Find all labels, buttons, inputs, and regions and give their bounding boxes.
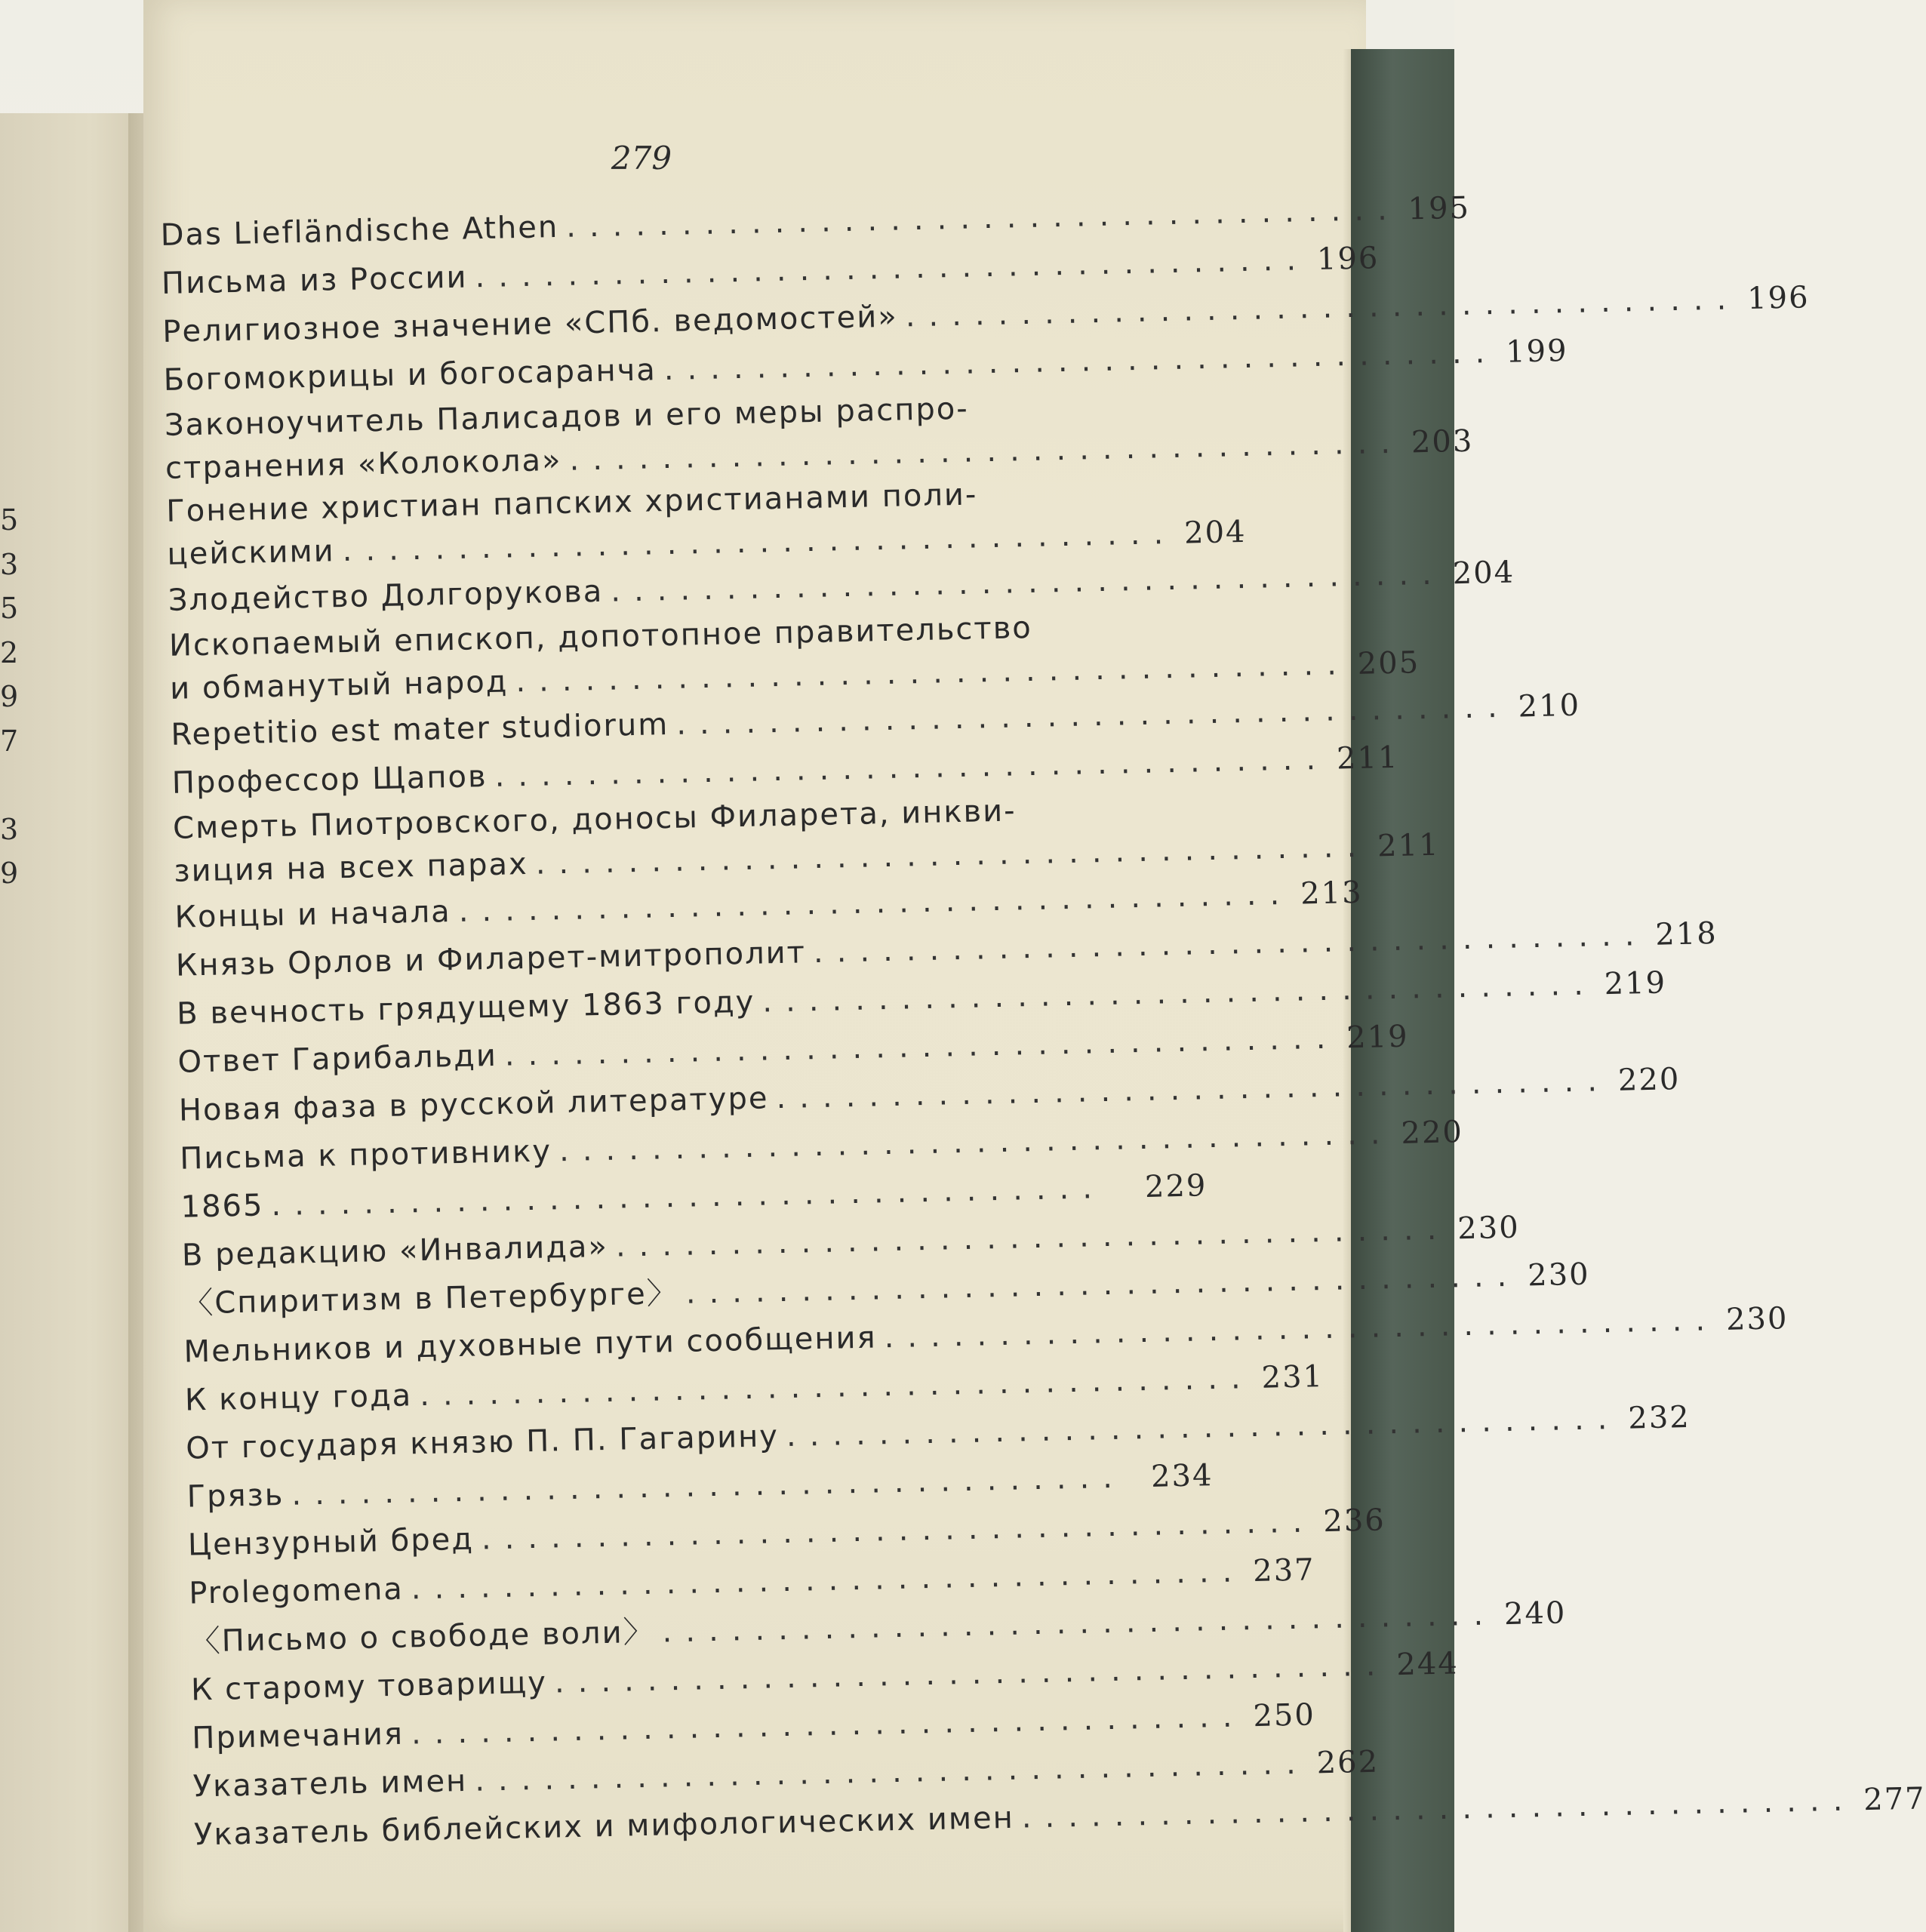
prev-page-number: 3 (0, 812, 19, 846)
toc-entry-title-line: странения «Колокола» (165, 442, 562, 486)
leader-dots: .................................... (474, 1746, 1310, 1798)
toc-entry-title: Богомокрицы и богосаранча (163, 352, 657, 398)
toc-page-number: 220 (1400, 1115, 1464, 1151)
toc-page-number: 210 (1518, 688, 1581, 724)
toc-entry-title: Религиозное значение «СПб. ведомостей» (162, 299, 899, 349)
toc-page-number: 204 (1183, 514, 1247, 551)
toc-page-number: 262 (1316, 1744, 1380, 1781)
prev-page-number: 9 (0, 857, 19, 890)
toc-entry-title-line: Ископаемый епископ, допотопное правительство (168, 610, 1033, 663)
leader-dots: .................................... (291, 1460, 1127, 1512)
prev-page-number: 5 (0, 592, 19, 625)
previous-page-numbers (0, 498, 30, 896)
prev-page-number: 7 (0, 724, 19, 758)
leader-dots: .................................... (615, 1211, 1451, 1264)
toc-entry-title-line: и обманутый народ (169, 664, 509, 706)
toc-entry-title: Грязь (186, 1477, 285, 1515)
page-number-header: 279 (611, 140, 672, 177)
toc-page-number: 204 (1452, 555, 1515, 592)
toc-page-number: 219 (1604, 965, 1667, 1002)
leader-dots: .................................... (761, 967, 1598, 1020)
toc-entry-title: От государя князю П. П. Гагарину (185, 1419, 780, 1466)
toc-entry-title: Примечания (191, 1716, 405, 1756)
toc-entry-title: Концы и начала (174, 894, 452, 935)
toc-page-number: 234 (1150, 1458, 1214, 1494)
toc-page-number: 199 (1505, 333, 1569, 370)
toc-page-number: 229 (1144, 1168, 1208, 1204)
toc-entry-title: Злодейство Долгорукова (168, 574, 604, 618)
leader-dots: .................................... (458, 876, 1294, 929)
toc-entry-title: Указатель имен (192, 1763, 468, 1804)
toc-page-number: 244 (1395, 1646, 1460, 1683)
toc-entry-title: Князь Орлов и Филарет-митрополит (175, 935, 807, 983)
leader-dots: .................................... (494, 741, 1330, 794)
leader-dots: .................................... (565, 192, 1401, 245)
toc-page-number: 211 (1336, 740, 1399, 777)
prev-page-number: 3 (0, 547, 19, 581)
prev-page-number: 5 (0, 503, 19, 537)
leader-dots: .................................... (786, 1401, 1621, 1454)
leader-dots: .................................... (905, 281, 1740, 334)
leader-dots: .................................... (411, 1699, 1246, 1752)
toc-entry-title-line: цейскими (167, 534, 336, 572)
toc-page-number: 230 (1527, 1257, 1591, 1294)
leader-dots: .................................... (775, 1063, 1611, 1116)
toc-entry-title: В вечность грядущему 1863 году (176, 984, 755, 1032)
toc-page-number: 211 (1377, 827, 1440, 864)
leader-dots: .................................... (481, 1504, 1316, 1557)
toc-entry-title: Repetitio est mater studiorum (171, 707, 669, 752)
toc-page-number: 195 (1408, 190, 1471, 227)
toc-entry-title: Указатель библейских и мифологических имен (193, 1800, 1015, 1853)
leader-dots: .................................... (504, 1020, 1340, 1073)
toc-page-number: 213 (1300, 875, 1363, 912)
leader-dots: .................................... (568, 425, 1405, 478)
toc-page-number: 231 (1261, 1359, 1325, 1395)
toc-entry-title: 〈Спиритизм в Петербурге〉 (182, 1275, 679, 1321)
leader-dots: .................................... (270, 1171, 1106, 1223)
toc-entry-title: 〈Письмо о свободе воли〉 (189, 1614, 656, 1660)
leader-dots: .................................... (1021, 1783, 1857, 1835)
toc-entry-title: Prolegomena (188, 1571, 405, 1611)
leader-dots: .................................... (675, 689, 1512, 742)
prev-page-number: 9 (0, 680, 19, 713)
toc-entry-title: Ответ Гарибальди (177, 1038, 498, 1080)
toc-entry-title: Письма к противнику (179, 1134, 552, 1177)
toc-page-number: 236 (1322, 1503, 1386, 1540)
toc-entry-title-line: зиция на всех парах (173, 846, 529, 889)
leader-dots: .................................... (685, 1258, 1521, 1311)
toc-entry-title-line: Гонение христиан папских христианами поли- (165, 477, 978, 529)
toc-entry-title: Письма из России (161, 260, 468, 301)
toc-entry-title: 1865 (180, 1188, 264, 1225)
leader-dots: .................................... (558, 1116, 1394, 1169)
spacer (0, 763, 30, 808)
leader-dots: .................................... (535, 829, 1371, 881)
table-of-contents (160, 190, 1926, 1860)
toc-page-number: 277 (1863, 1781, 1926, 1818)
toc-entry-title: Мельников и духовные пути сообщения (183, 1320, 878, 1370)
toc-page-number: 230 (1725, 1301, 1789, 1337)
leader-dots: .................................... (554, 1647, 1389, 1700)
leader-dots: .................................... (884, 1303, 1719, 1355)
toc-page-number: 250 (1252, 1697, 1316, 1734)
leader-dots: .................................... (813, 917, 1648, 971)
leader-dots: .................................... (419, 1360, 1255, 1414)
toc-page-number: 232 (1627, 1399, 1691, 1436)
toc-entry-title: Цензурный бред (187, 1521, 475, 1563)
leader-dots: .................................... (610, 556, 1446, 609)
toc-entry-title-line: Смерть Пиотровского, доносы Филарета, инкви- (172, 793, 1017, 846)
toc-entry-title: Новая фаза в русской литературе (178, 1081, 769, 1128)
leader-dots: .................................... (411, 1554, 1246, 1607)
toc-page-number: 237 (1252, 1552, 1316, 1589)
toc-entry-title: Профессор Щапов (171, 759, 488, 801)
toc-page-number: 203 (1411, 423, 1474, 460)
toc-page-number: 196 (1316, 241, 1380, 277)
prev-page-number: 2 (0, 635, 19, 669)
toc-page-number: 219 (1346, 1019, 1410, 1056)
toc-entry-title: Das Lieflӓndische Athen (160, 209, 559, 253)
leader-dots: .................................... (475, 242, 1310, 295)
toc-page-number: 205 (1357, 645, 1420, 681)
leader-dots: .................................... (662, 1597, 1497, 1650)
leader-dots: .................................... (663, 334, 1499, 388)
toc-page-number: 240 (1503, 1595, 1567, 1632)
toc-entry-title: К концу года (184, 1378, 413, 1418)
leader-dots: .................................... (515, 647, 1351, 700)
toc-page-number: 218 (1654, 915, 1718, 952)
toc-page-number: 220 (1617, 1062, 1681, 1098)
toc-entry-title: В редакцию «Инвалида» (181, 1229, 609, 1273)
toc-entry-title: К старому товарищу (190, 1665, 548, 1708)
toc-page-number: 196 (1746, 280, 1811, 316)
toc-entry-title-line: Законоучитель Палисадов и его меры распро- (164, 391, 970, 443)
toc-page-number: 230 (1457, 1210, 1521, 1247)
leader-dots: .................................... (342, 515, 1177, 569)
